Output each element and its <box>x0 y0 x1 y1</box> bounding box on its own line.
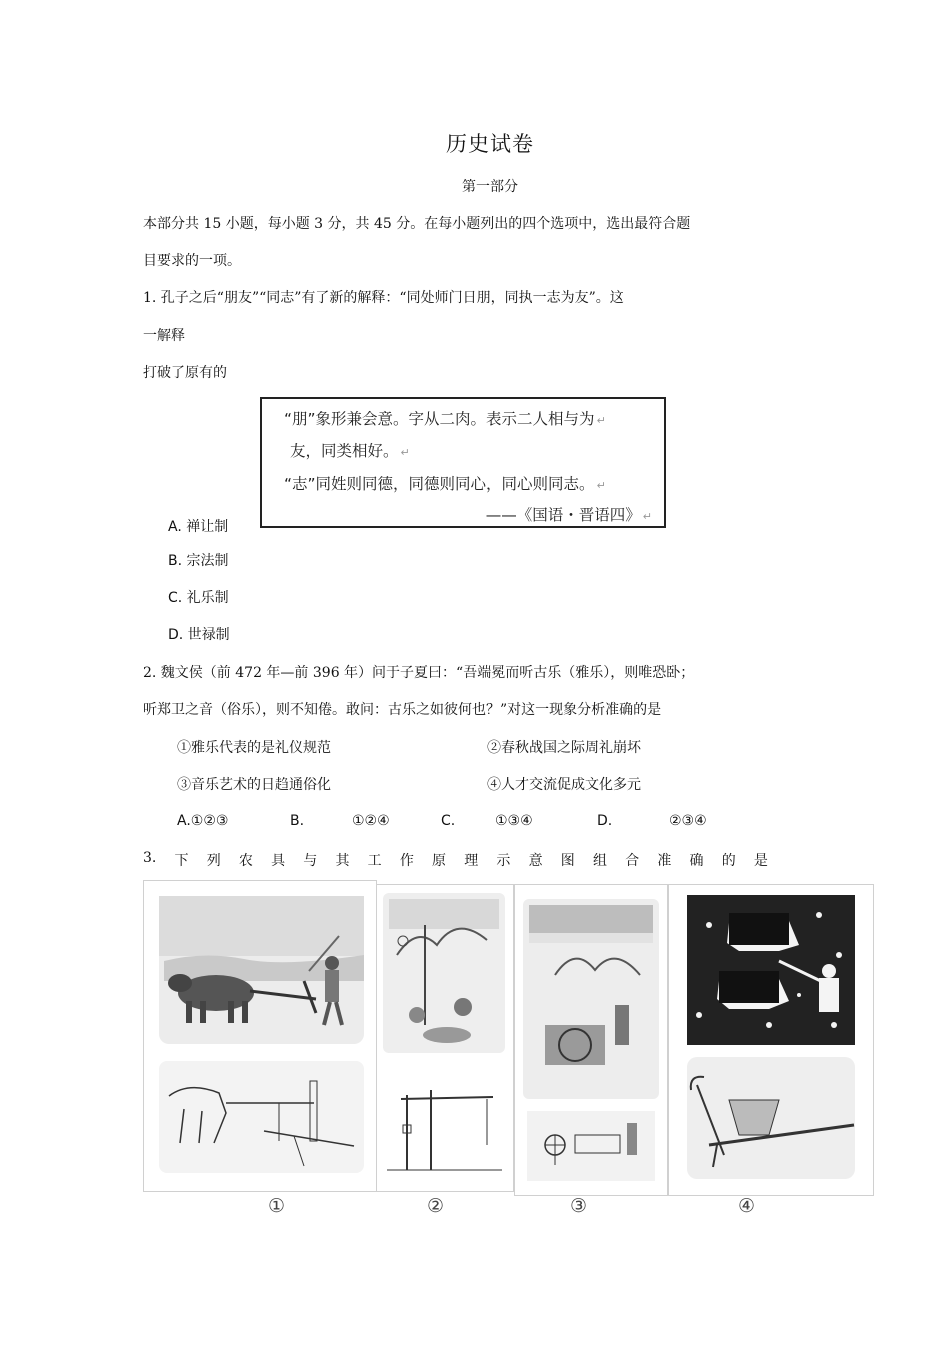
q1-quote-box <box>260 397 666 528</box>
q1-option-c[interactable]: C. 礼乐制 <box>168 590 229 606</box>
q2-option-b-letter[interactable]: B. <box>290 813 305 829</box>
q1-stem-line-3: 打破了原有的 <box>143 365 227 381</box>
quote-source: ——《国语・晋语四》 ↵ <box>485 506 652 524</box>
section-heading: 第一部分 <box>462 179 518 195</box>
q3-stem-char: 确 <box>689 853 704 869</box>
q3-stem <box>143 850 768 870</box>
q2-option-d-letter[interactable]: D. <box>597 813 613 829</box>
q3-stem-char: 是 <box>753 853 768 869</box>
q3-stem-char: 列 <box>206 853 221 869</box>
q3-stem-char: 意 <box>528 853 543 869</box>
q2-stem-line-1: 2. 魏文侯（前 472 年—前 396 年）问于子夏曰：“吾端冕而听古乐（雅乐），则唯恐卧； <box>143 665 695 681</box>
quote-line-2: 友，同类相好。 ↵ <box>290 442 410 460</box>
ox-plough-illustration <box>144 881 376 1191</box>
q3-stem-char: 准 <box>657 853 672 869</box>
q3-stem-char: 下 <box>174 853 189 869</box>
image-label-2: ② <box>427 1195 445 1217</box>
quote-line-3: “志”同姓则同德，同德则同心，同心则同志。 ↵ <box>284 475 606 493</box>
q2-option-c-value[interactable]: ①③④ <box>495 813 533 829</box>
well-sweep-illustration <box>377 885 513 1191</box>
q2-stem-line-2: 听郑卫之音（俗乐），则不知倦。敢问：古乐之如彼何也？”对这一现象分析准确的是 <box>143 702 662 718</box>
q3-stem-char: 其 <box>335 853 350 869</box>
q3-stem-char: 组 <box>592 853 607 869</box>
q1-option-b[interactable]: B. 宗法制 <box>168 553 229 569</box>
q2-item-4: ④人才交流促成文化多元 <box>487 777 641 793</box>
q2-item-1: ①雅乐代表的是礼仪规范 <box>177 740 331 756</box>
tool-panel-4 <box>668 884 874 1196</box>
page-title: 历史试卷 <box>446 132 534 156</box>
image-label-3: ③ <box>570 1195 588 1217</box>
paragraph-mark-icon: ↵ <box>596 479 606 492</box>
q2-item-3: ③音乐艺术的日趋通俗化 <box>177 777 331 793</box>
image-label-1: ① <box>268 1195 286 1217</box>
q2-option-a[interactable]: A.①②③ <box>177 813 229 829</box>
tool-panel-2 <box>376 884 514 1192</box>
quote-line-1: “朋”象形兼会意。字从二肉。表示二人相与为 ↵ <box>284 410 606 428</box>
q3-stem-char: 理 <box>464 853 479 869</box>
q1-option-d[interactable]: D. 世禄制 <box>168 627 230 643</box>
q1-stem-line-2: 一解释 <box>143 328 185 344</box>
instructions-line-1: 本部分共 15 小题，每小题 3 分，共 45 分。在每小题列出的四个选项中，选出最符合题 <box>143 216 691 232</box>
q3-stem-char: 工 <box>367 853 382 869</box>
tool-panel-1 <box>143 880 377 1192</box>
paragraph-mark-icon: ↵ <box>596 414 606 427</box>
q2-option-d-value[interactable]: ②③④ <box>669 813 707 829</box>
paragraph-mark-icon: ↵ <box>400 446 410 459</box>
q3-stem-char: 的 <box>721 853 736 869</box>
q2-option-c-letter[interactable]: C. <box>441 813 456 829</box>
q3-stem-char: 合 <box>625 853 640 869</box>
paragraph-mark-icon: ↵ <box>642 510 652 523</box>
q3-stem-char: 农 <box>238 853 253 869</box>
q3-stem-char: 示 <box>496 853 511 869</box>
q3-stem-char: 作 <box>399 853 414 869</box>
image-label-4: ④ <box>738 1195 756 1217</box>
q2-option-b-value[interactable]: ①②④ <box>352 813 390 829</box>
tool-panel-3 <box>514 884 668 1196</box>
q3-stem-char: 具 <box>271 853 286 869</box>
q3-stem-char: 3. <box>143 850 157 866</box>
q1-stem-line-1: 1. 孔子之后“朋友”“同志”有了新的解释：“同处师门日朋，同执一志为友”。这 <box>143 290 624 306</box>
instructions-line-2: 目要求的一项。 <box>143 253 241 269</box>
seed-drill-illustration <box>669 885 873 1195</box>
q3-stem-char: 图 <box>560 853 575 869</box>
q1-option-a[interactable]: A. 禅让制 <box>168 519 229 535</box>
q3-stem-char: 与 <box>303 853 318 869</box>
q2-item-2: ②春秋战国之际周礼崩坏 <box>487 740 641 756</box>
water-mill-illustration <box>515 885 667 1195</box>
q3-stem-char: 原 <box>432 853 447 869</box>
